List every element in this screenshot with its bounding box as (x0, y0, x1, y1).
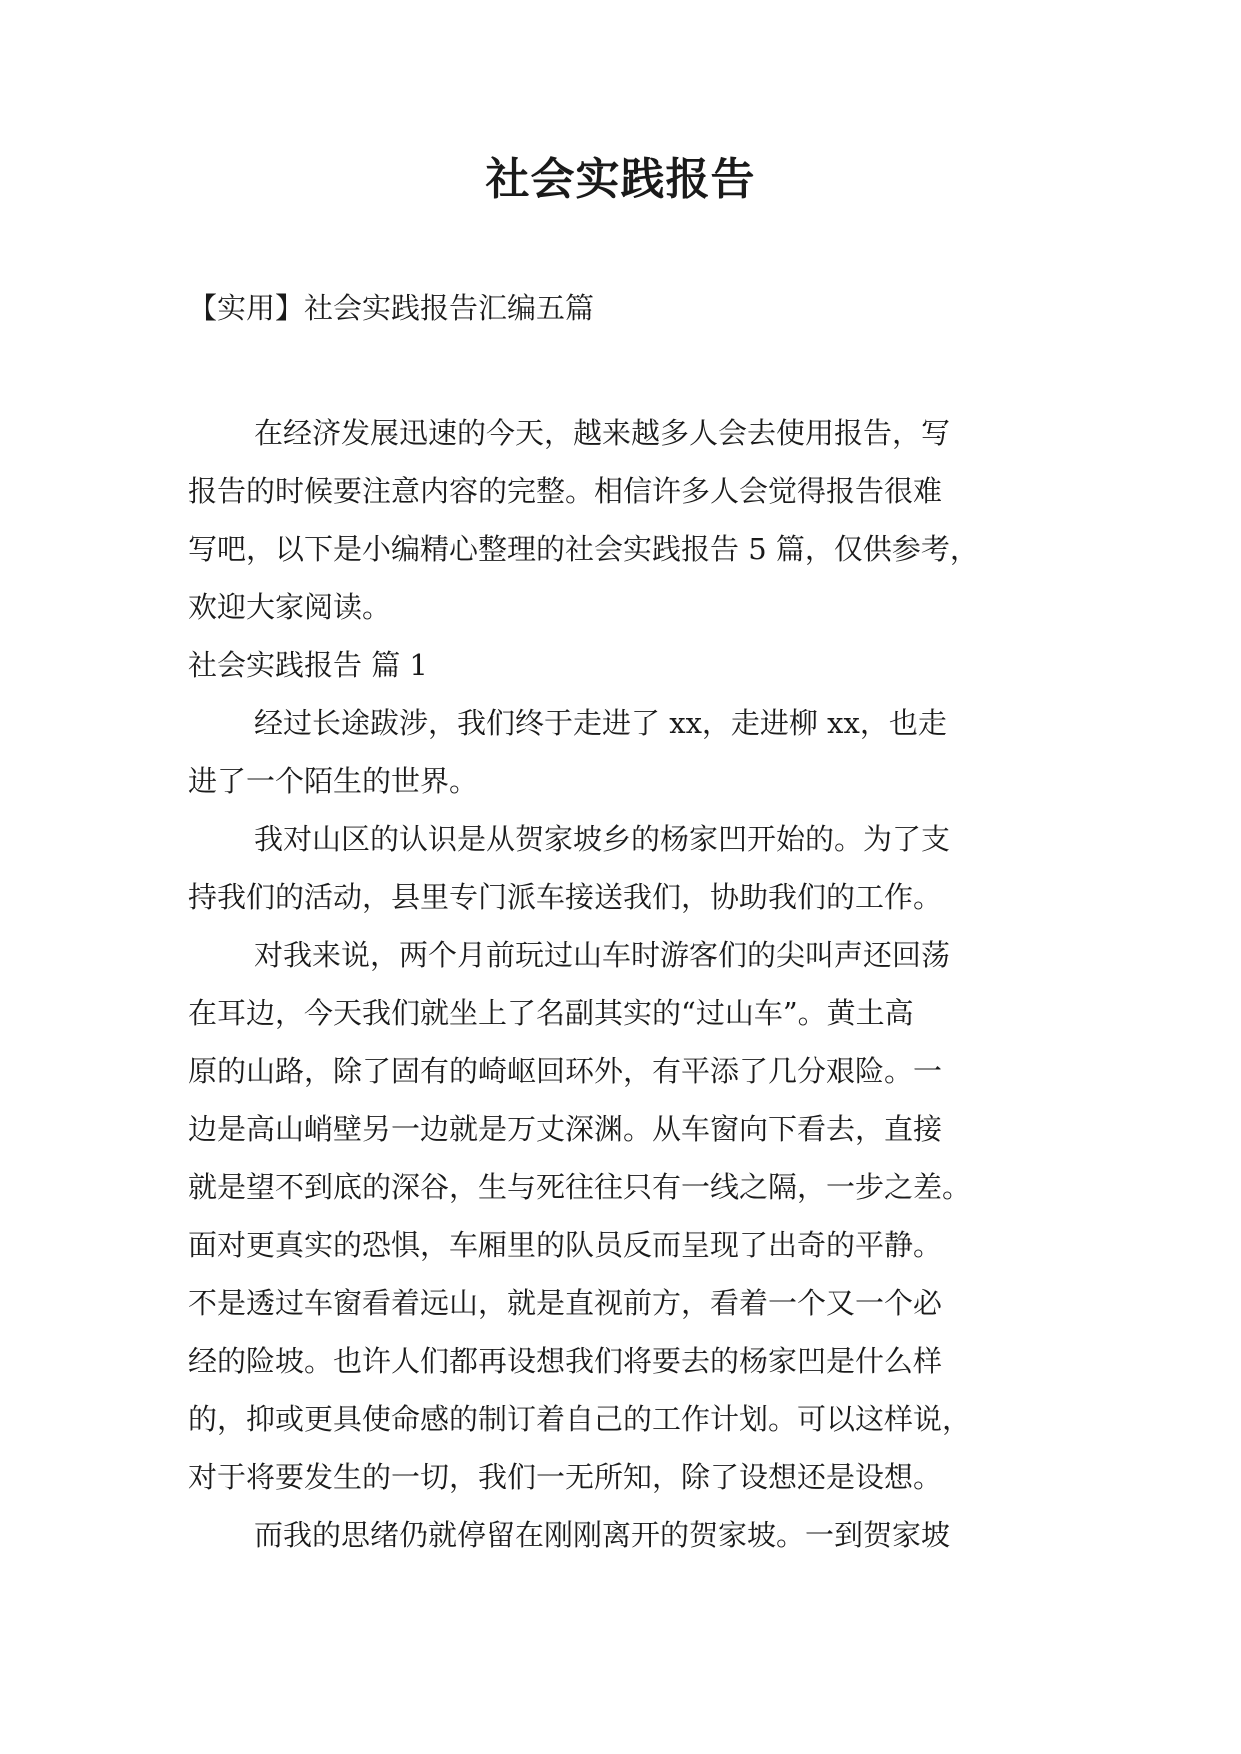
body-line: 欢迎大家阅读。 (188, 590, 392, 624)
body-line: 原的山路，除了固有的崎岖回环外，有平添了几分艰险。一 (188, 1054, 943, 1088)
body-line: 对于将要发生的一切，我们一无所知，除了设想还是设想。 (188, 1460, 943, 1494)
body-line: 在经济发展迅速的今天，越来越多人会去使用报告，写 (254, 416, 951, 450)
body-line: 不是透过车窗看着远山，就是直视前方，看着一个又一个必 (188, 1286, 943, 1320)
body-line: 写吧，以下是小编精心整理的社会实践报告 5 篇，仅供参考， (188, 532, 979, 566)
body-line: 社会实践报告 篇 1 (188, 648, 428, 682)
body-line: 的，抑或更具使命感的制订着自己的工作计划。可以这样说， (188, 1402, 972, 1436)
document-title: 社会实践报告 (485, 154, 756, 205)
body-line: 对我来说，两个月前玩过山车时游客们的尖叫声还回荡 (254, 938, 951, 972)
body-line: 经的险坡。也许人们都再设想我们将要去的杨家凹是什么样 (188, 1344, 943, 1378)
body-line: 在耳边，今天我们就坐上了名副其实的“过山车”。黄土高 (188, 996, 914, 1030)
body-line: 报告的时候要注意内容的完整。相信许多人会觉得报告很难 (188, 474, 943, 508)
body-line: 经过长途跋涉，我们终于走进了 xx，走进柳 xx，也走 (254, 706, 947, 740)
body-line: 就是望不到底的深谷，生与死往往只有一线之隔，一步之差。 (188, 1170, 972, 1204)
body-line: 我对山区的认识是从贺家坡乡的杨家凹开始的。为了支 (254, 822, 951, 856)
body-line: 而我的思绪仍就停留在刚刚离开的贺家坡。一到贺家坡 (254, 1518, 951, 1552)
body-line: 持我们的活动，县里专门派车接送我们，协助我们的工作。 (188, 880, 943, 914)
document-subtitle: 【实用】社会实践报告汇编五篇 (188, 291, 595, 325)
body-line: 进了一个陌生的世界。 (188, 764, 479, 798)
body-line: 边是高山峭壁另一边就是万丈深渊。从车窗向下看去，直接 (188, 1112, 943, 1146)
document-body (188, 404, 1068, 1564)
body-line: 面对更真实的恐惧，车厢里的队员反而呈现了出奇的平静。 (188, 1228, 943, 1262)
